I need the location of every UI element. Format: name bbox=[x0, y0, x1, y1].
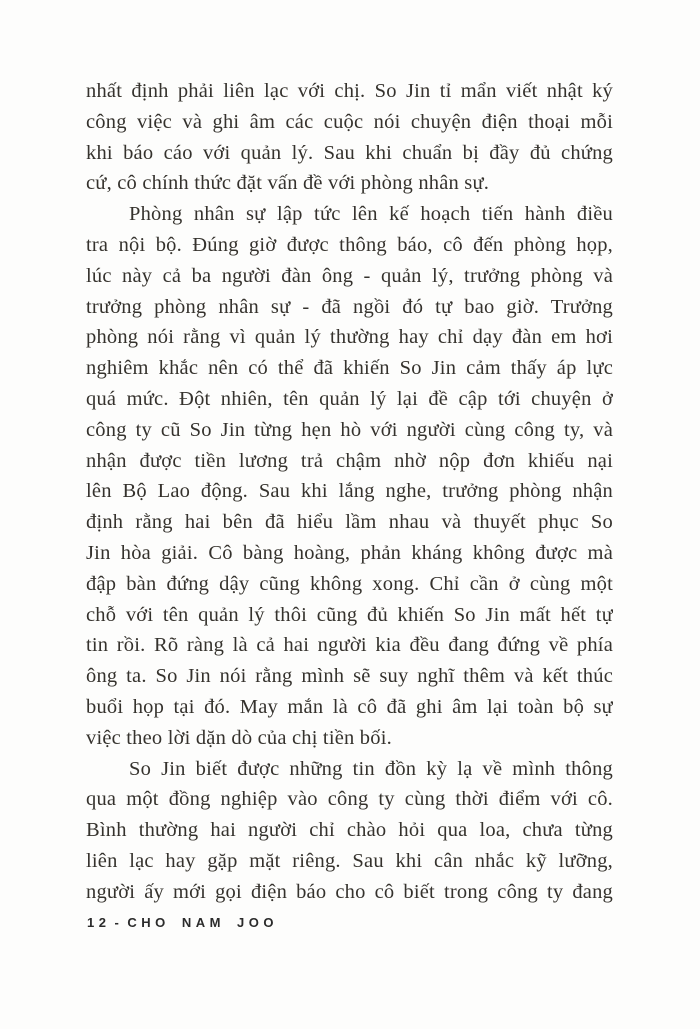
text-line: đập bàn đứng dậy cũng không xong. Chỉ cần ở cùng một bbox=[86, 572, 613, 595]
text-line: buổi họp tại đó. May mắn là cô đã ghi âm lại toàn bộ sự bbox=[86, 695, 613, 718]
text-line: Jin hòa giải. Cô bàng hoàng, phản kháng không được mà bbox=[86, 541, 613, 564]
text-line: liên lạc hay gặp mặt riêng. Sau khi cân nhắc kỹ lưỡng, bbox=[86, 849, 613, 872]
footer-page-number: 12 bbox=[87, 915, 111, 930]
body-text bbox=[86, 76, 613, 908]
text-line: tin rồi. Rõ ràng là cả hai người kia đều đang đứng về phía bbox=[86, 634, 613, 657]
text-line: tra nội bộ. Đúng giờ được thông báo, cô đến phòng họp, bbox=[86, 233, 613, 256]
text-line: nghiêm khắc nên có thể đã khiến So Jin cảm thấy áp lực bbox=[86, 357, 613, 380]
paragraph bbox=[86, 199, 613, 753]
text-line: Phòng nhân sự lập tức lên kế hoạch tiến hành điều bbox=[129, 203, 613, 226]
text-line: nhất định phải liên lạc với chị. So Jin tỉ mẩn viết nhật ký bbox=[86, 80, 613, 102]
text-line: công việc và ghi âm các cuộc nói chuyện điện thoại mỗi bbox=[86, 110, 613, 133]
page-footer bbox=[87, 915, 278, 930]
footer-author: CHO NAM JOO bbox=[127, 915, 278, 930]
text-line: trưởng phòng nhân sự - đã ngồi đó tự bao giờ. Trưởng bbox=[86, 295, 613, 318]
text-line: phòng nói rằng vì quản lý thường hay chỉ dạy đàn em hơi bbox=[86, 326, 613, 349]
text-line: qua một đồng nghiệp vào công ty cùng thời điểm với cô. bbox=[86, 788, 613, 811]
text-line: người ấy mới gọi điện báo cho cô biết trong công ty đang bbox=[86, 880, 613, 903]
text-line: định rằng hai bên đã hiểu lầm nhau và thuyết phục So bbox=[86, 511, 613, 534]
text-line: So Jin biết được những tin đồn kỳ lạ về mình thông bbox=[129, 757, 613, 780]
text-line: cứ, cô chính thức đặt vấn đề với phòng nhân sự. bbox=[86, 172, 490, 195]
text-line: việc theo lời dặn dò của chị tiền bối. bbox=[86, 726, 392, 749]
text-line: lúc này cả ba người đàn ông - quản lý, trưởng phòng và bbox=[86, 264, 613, 287]
text-line: khi báo cáo với quản lý. Sau khi chuẩn bị đầy đủ chứng bbox=[86, 141, 613, 164]
text-line: ông ta. So Jin nói rằng mình sẽ suy nghĩ thêm và kết thúc bbox=[86, 665, 613, 688]
text-line: quá mức. Đột nhiên, tên quản lý lại đề cập tới chuyện ở bbox=[86, 387, 613, 410]
paragraph bbox=[86, 754, 613, 908]
text-line: công ty cũ So Jin từng hẹn hò với người cùng công ty, và bbox=[86, 418, 613, 441]
footer-separator: - bbox=[114, 915, 124, 930]
paragraph bbox=[86, 76, 613, 199]
text-line: lên Bộ Lao động. Sau khi lắng nghe, trưởng phòng nhận bbox=[86, 480, 613, 503]
text-line: Bình thường hai người chỉ chào hỏi qua loa, chưa từng bbox=[86, 819, 613, 842]
text-line: chỗ với tên quản lý thôi cũng đủ khiến So Jin mất hết tự bbox=[86, 603, 613, 626]
text-line: nhận được tiền lương trả chậm nhờ nộp đơn khiếu nại bbox=[86, 449, 613, 472]
